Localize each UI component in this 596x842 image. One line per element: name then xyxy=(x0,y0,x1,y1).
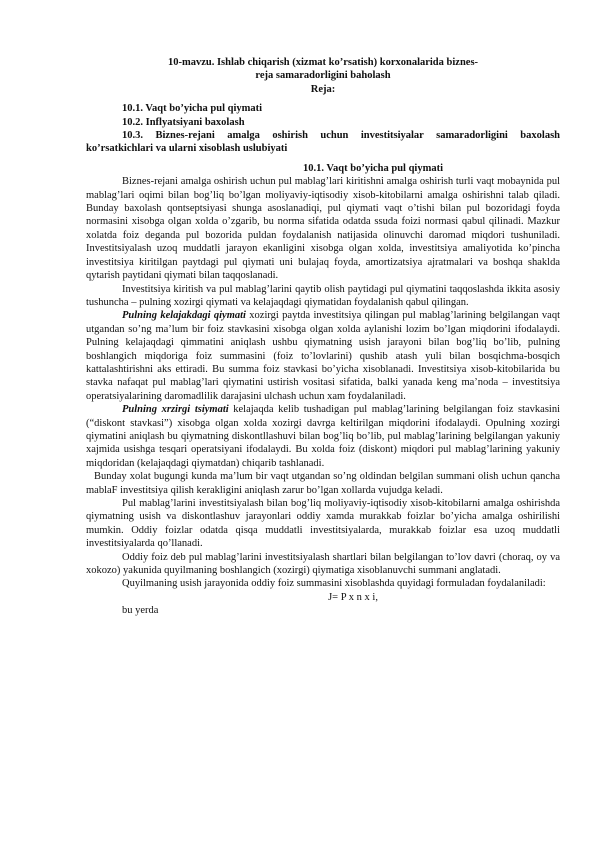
term-present-value: Pulning xrzirgi tsiymati xyxy=(122,404,229,416)
paragraph-text: kelajaqda kelib tushadigan pul mablag’larining belgilangan foiz stavkasini (“diskont stavkasi”) xisobga olgan xolda xozirgi davrga keltirilgan miqdorini ifodalaydi. Opulning xozirgi qiymatini aniqlash bu qiymatning diskontllashuvi bilan bog’liq bo’lib, pul mablag’larining belgilangan yakuniy xajmida usishga tesqari operatsiyani ifodalaydi. Bu xolda foiz (diskont) miqdori pul mablag’larining yakuniy miqdoridan (kelajaqdagi qiymatdan) chiqarib tashlanadi. xyxy=(86,404,560,469)
formula: J= P x n x i, xyxy=(328,591,378,603)
paragraph: Oddiy foiz deb pul mablag’larini investitsiyalash shartlari bilan belgilangan to’lov davri (choraq, oy va xokozo) yakunida quyilmaning boshlangich (xozirgi) qiymatiga xisoblanuvchi summani anglatadi. xyxy=(86,551,560,577)
paragraph xyxy=(86,309,560,403)
paragraph: Quyilmaning usish jarayonida oddiy foiz summasini xisoblashda quyidagi formuladan foydalaniladi: xyxy=(122,578,546,590)
plan-label: Reja: xyxy=(310,83,336,95)
plan-item: 10.2. Inflyatsiyani baxolash xyxy=(122,116,245,128)
document-title-line2: reja samaradorligini baholash xyxy=(255,70,391,82)
paragraph: Pul mablag’larini investitsiyalash bilan bog’liq moliyaviy-iqtisodiy xisob-kitobilarni amalga oshirishda qiymatning usish va diskontlashuv jarayonlari oddiy xamda murakkab foizlar bo’yicha amalga oshirilishi mumkin. Oddiy foizlar odatda qisqa muddatli investitsiyalarda, murakkab foizlar esa uzoq muddatli investitsiyalarda qo’llanadi. xyxy=(86,498,560,550)
document-title-line1: 10-mavzu. Ishlab chiqarish (xizmat ko’rsatish) korxonalarida biznes- xyxy=(167,57,479,68)
paragraph xyxy=(86,403,560,470)
paragraph: Investitsiya kiritish va pul mablag’larini qaytib olish paytidagi pul qiymatini taqqoslashda ikkita asosiy tushuncha – pulning xozirgi qiymati va kelajaqdagi qiymatidan foydalanish qabul qilingan. xyxy=(86,283,560,308)
term-future-value: Pulning kelajakdagi qiymati xyxy=(122,310,246,322)
paragraph: Biznes-rejani amalga oshirish uchun pul mablag’lari kiritishni amalga oshirish turli vaqt mobaynida pul mablag’lari oqimi bilan bog’liq bo’lgan moliyaviy-iqtisodiy xisob-kitobilarni amalga oshirishni talab qiladi. Bunday baxolash qontseptsiyasi shunga asoslanadiqi, pul qiymati vaqt o’tishi bilan pul bozoridagi foyda normasini xisobga olgan xolda o’zgarib, bu norma sifatida odatda ssuda foizi normasi qabul qilinadi. Mazkur xolatda foiz deganda pul bozorida puldan foydalanish natijasida olinuvchi daromad miqdori tushuniladi. Investitsiyalash uzoq muddatli jarayon ekanligini xisobga olgan xolda, investitsiya amaliyotida ko’pincha investitsiya kiritilgan paytdagi pul qiymati uni bulajaq foyda, amortizatsiya ajratmalari va boshqa shaklda qytarish paytidani qiymati bilan taqqoslanadi. xyxy=(86,176,560,282)
plan-item: 10.3. Biznes-rejani amalga oshirish uchun investitsiyalar samaradorligini baxolash ko’rsatkichlari va ularni xisoblash uslubiyati xyxy=(86,130,560,155)
paragraph-text: xozirgi paytda investitsiya qilingan pul mablag’larining belgilangan vaqt utgandan so’ng ma’lum bir foiz stavkasini xisobga olgan xolda aylanishi lozim bo’lgan miqdorini ifodalaydi. Pulning kelajaqdagi qimmatini aniqlash ushbu qiymatning usish jarayoni bilan bog’liq bo’lib, pulning boshlangich miqdoriga foiz summasini (foiz to’lovlarini) qushib atash yuli bilan bosqichma-bosqich kattalashtirishni aks ettiradi. Bu summa foiz stavkasi bo’yicha xisoblanadi. Investitsiya xisob-kitobilarida bu stavka nafaqat pul mablag’lari qiymatini ustirish vositasi sifatida, balki yanada keng ma’noda – investitsiya operatsiyalarining daromadlilik darajasini ulchash uchun xam foydalaniladi. xyxy=(86,310,560,402)
document-page xyxy=(86,56,560,618)
section-heading: 10.1. Vaqt bo’yicha pul qiymati xyxy=(302,162,444,174)
plan-list xyxy=(86,102,560,156)
plan-item: 10.1. Vaqt bo’yicha pul qiymati xyxy=(122,103,263,115)
paragraph: Bunday xolat bugungi kunda ma’lum bir vaqt utgandan so’ng oldindan belgilan summani olish uchun qancha mablaF investitsiya qilish kerakligini aniqlash zarur bo’lgan xollarda vujudga keladi. xyxy=(86,471,560,496)
paragraph: bu yerda xyxy=(122,605,159,617)
